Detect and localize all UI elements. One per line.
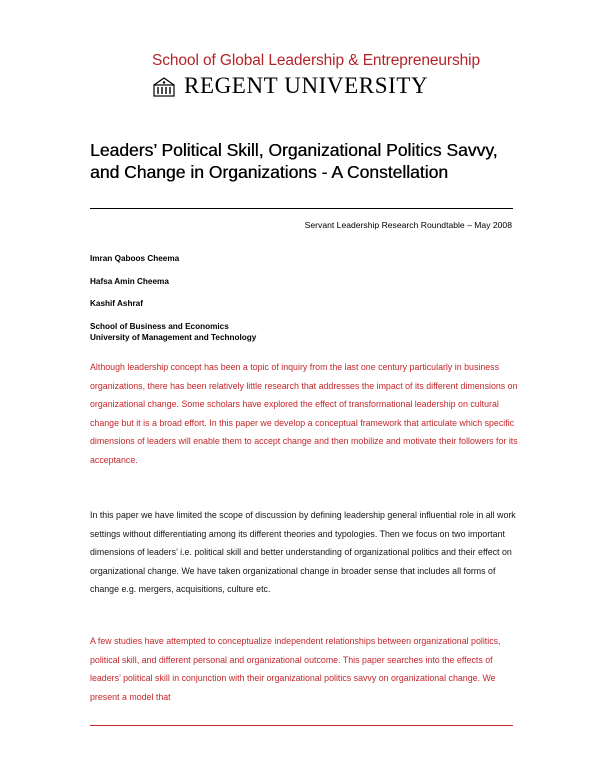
author-name: Kashif Ashraf <box>90 299 143 308</box>
title-divider <box>90 208 513 209</box>
abstract-paragraph: Although leadership concept has been a topic of inquiry from the last one century particularly in business organizations, there has been relatively little research that addresses the impact of its different dimensions on organizational change. Some scholars have explored the effect of transformational leadership on cultural change but it is a broad effort. In this paper we develop a conceptual framework that articulate which specific dimensions of leaders will enable them to accept change and then mobilize and motivate their followers for its acceptance. <box>90 362 518 465</box>
author-name: Hafsa Amin Cheema <box>90 277 169 286</box>
body-paragraph: In this paper we have limited the scope of discussion by defining leadership general influential role in all work settings without differentiating among its different theories and typologies. Then we focus on two important dimensions of leaders’ i.e. political skill and better understanding of organizational politics and their effect on organizational change. We have taken organizational change in broader sense that includes all forms of change e.g. mergers, acquisitions, culture etc. <box>90 510 516 595</box>
logo-university-name: REGENT UNIVERSITY <box>184 73 429 98</box>
author-name: Imran Qaboos Cheema <box>90 254 180 263</box>
affiliation-line: School of Business and Economics <box>90 322 229 331</box>
body-paragraph: A few studies have attempted to conceptualize independent relationships between organizational politics, political skill, and different personal and organizational outcome. This paper searches into the effects of leaders’ political skill in conjunction with their organizational politics savvy on organizational change. We present a model that <box>90 636 501 702</box>
bottom-divider <box>90 725 513 726</box>
roundtable-line: Servant Leadership Research Roundtable – May 2008 <box>304 220 512 230</box>
affiliation-line: University of Management and Technology <box>90 333 257 342</box>
regent-crest-icon <box>153 77 175 97</box>
logo-school-name: School of Global Leadership & Entrepreneurship <box>152 52 480 69</box>
author-affiliation <box>90 321 256 343</box>
paper-title: Leaders’ Political Skill, Organizational Politics Savvy, and Change in Organizations - A Constellation <box>90 140 498 182</box>
university-logo <box>148 52 480 100</box>
